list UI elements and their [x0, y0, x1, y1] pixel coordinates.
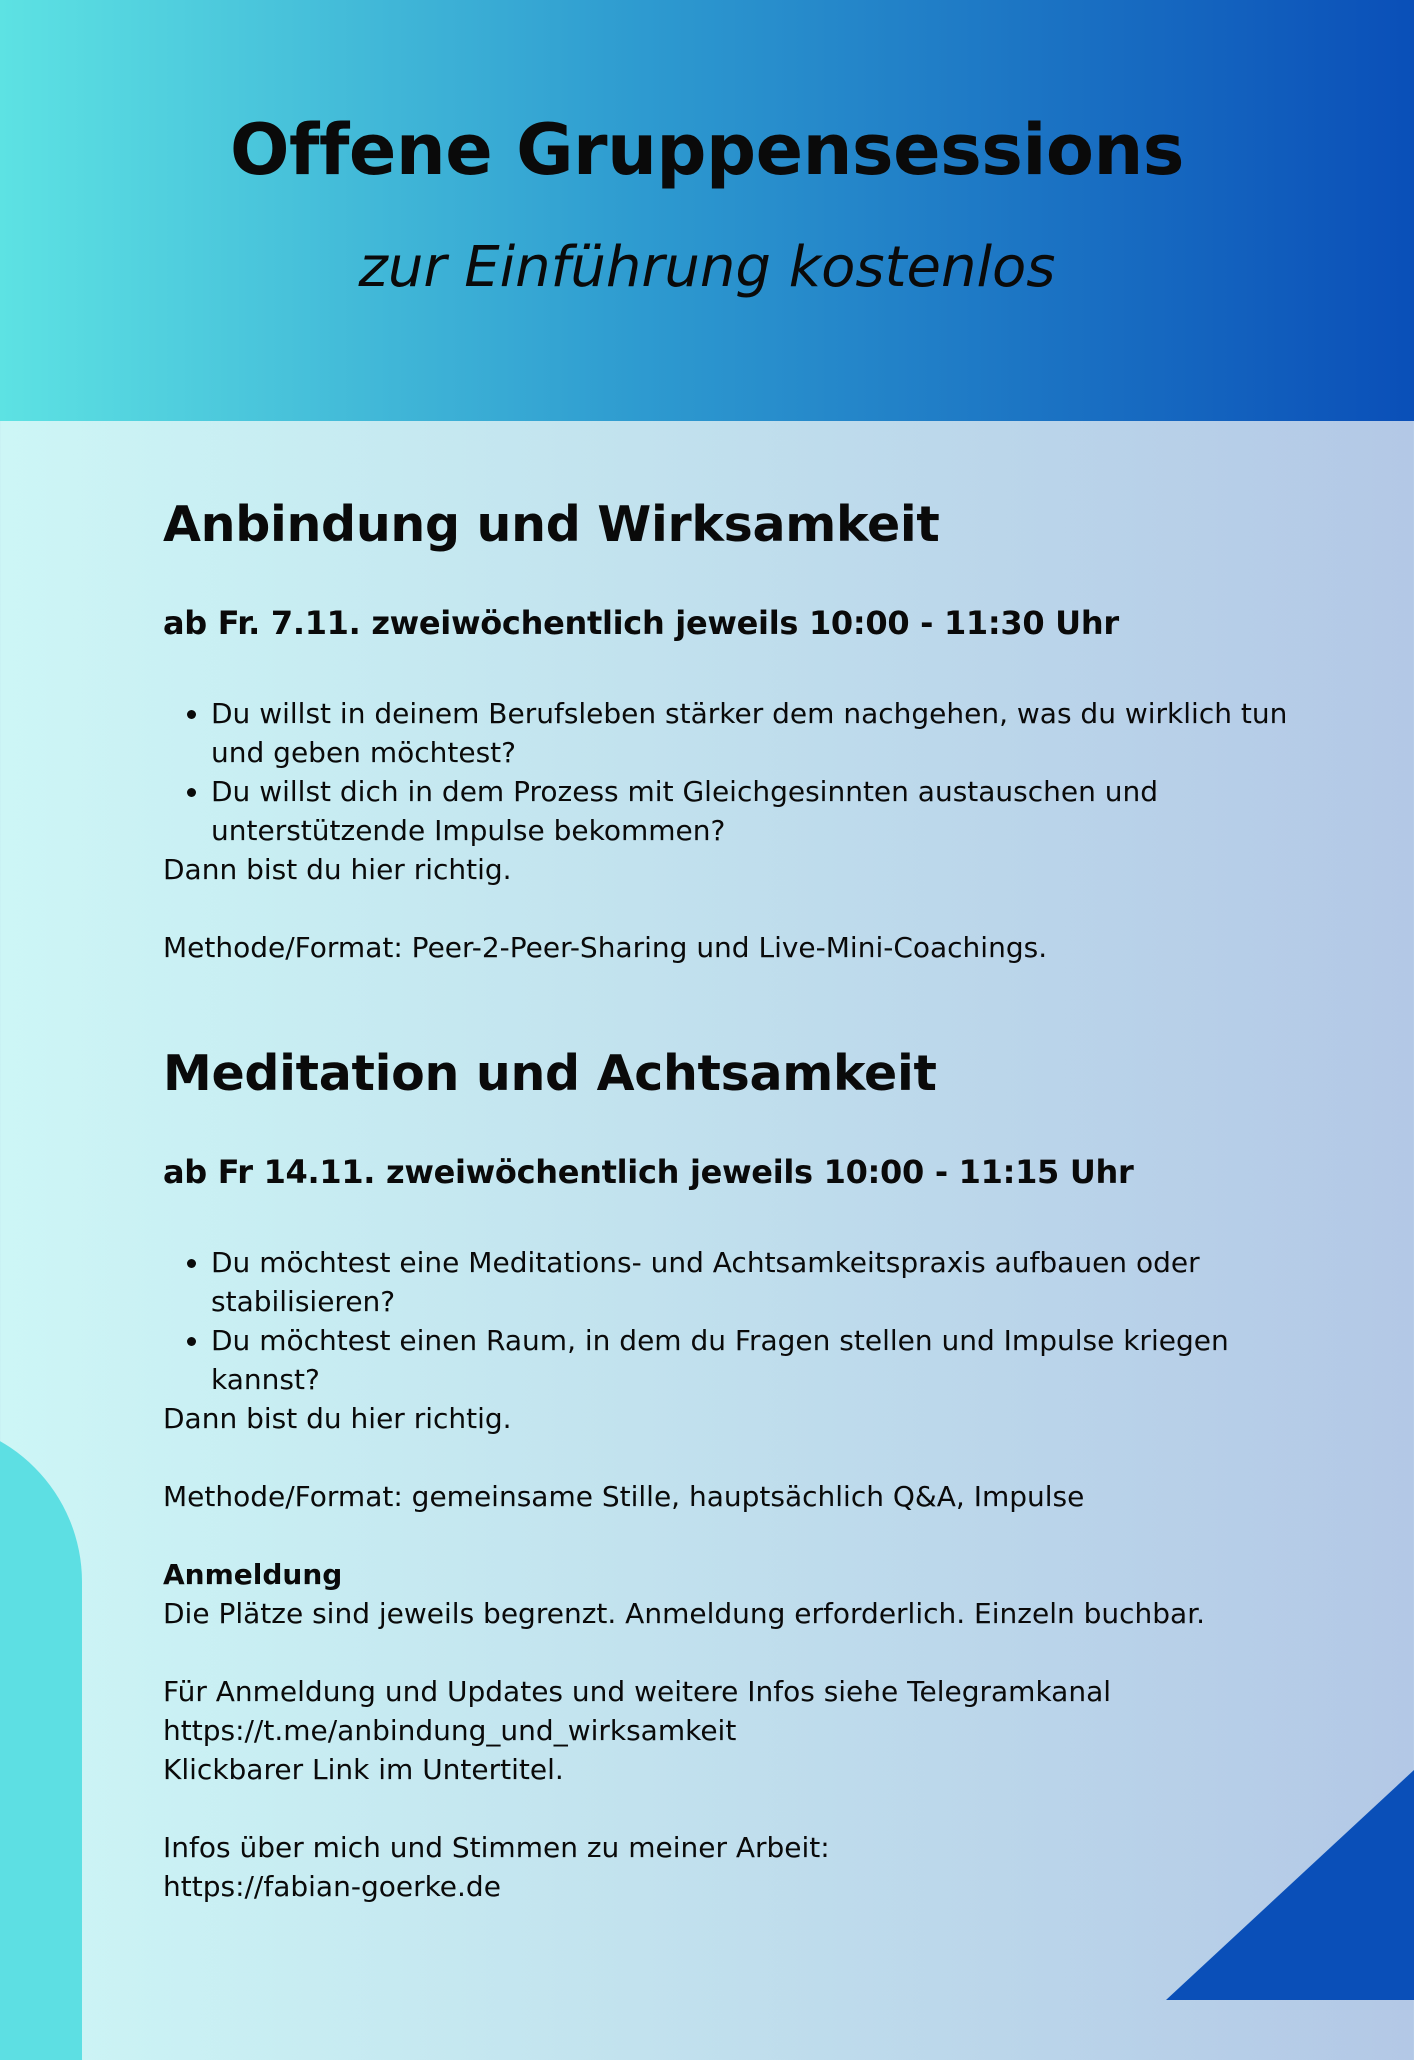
schedule-meditation: ab Fr 14.11. zweiwöchentlich jeweils 10:00 - 11:15 Uhr [163, 1153, 1134, 1191]
section-title-anbindung: Anbindung und Wirksamkeit [163, 496, 940, 553]
bullet-list-meditation [163, 1243, 1293, 1399]
closing-text-meditation: Dann bist du hier richtig. [163, 1402, 512, 1435]
schedule-anbindung: ab Fr. 7.11. zweiwöchentlich jeweils 10:00 - 11:30 Uhr [163, 604, 1119, 642]
page-subtitle: zur Einführung kostenlos [358, 235, 1056, 300]
website-link[interactable]: https://fabian-goerke.de [163, 1870, 501, 1903]
list-item: • Du willst in deinem Berufsleben stärker dem nachgehen, was du wirklich tun und geben möchtest? [211, 694, 1293, 772]
link-note: Klickbarer Link im Untertitel. [163, 1753, 564, 1786]
decorative-arch-shape [0, 1420, 82, 2060]
registration-text: Die Plätze sind jeweils begrenzt. Anmeldung erforderlich. Einzeln buchbar. [163, 1597, 1206, 1630]
section-title-meditation: Meditation und Achtsamkeit [163, 1045, 937, 1102]
page-title: Offene Gruppensessions [230, 109, 1184, 191]
list-item: • Du möchtest einen Raum, in dem du Fragen stellen und Impulse kriegen kannst? [211, 1321, 1293, 1399]
method-text-meditation: Methode/Format: gemeinsame Stille, hauptsächlich Q&A, Impulse [163, 1480, 1085, 1513]
bullet-list-anbindung [163, 694, 1293, 850]
telegram-link[interactable]: https://t.me/anbindung_und_wirksamkeit [163, 1714, 737, 1747]
method-text-anbindung: Methode/Format: Peer-2-Peer-Sharing und Live-Mini-Coachings. [163, 931, 1048, 964]
list-item: • Du willst dich in dem Prozess mit Gleichgesinnten austauschen und unterstützende Impulse bekommen? [211, 772, 1293, 850]
registration-heading: Anmeldung [163, 1558, 343, 1591]
telegram-info-text: Für Anmeldung und Updates und weitere Infos siehe Telegramkanal [163, 1675, 1112, 1708]
list-item: • Du möchtest eine Meditations- und Achtsamkeitspraxis aufbauen oder stabilisieren? [211, 1243, 1293, 1321]
closing-text-anbindung: Dann bist du hier richtig. [163, 853, 512, 886]
header-banner [0, 0, 1414, 421]
main-content [163, 496, 1293, 1906]
about-text: Infos über mich und Stimmen zu meiner Arbeit: [163, 1831, 830, 1864]
